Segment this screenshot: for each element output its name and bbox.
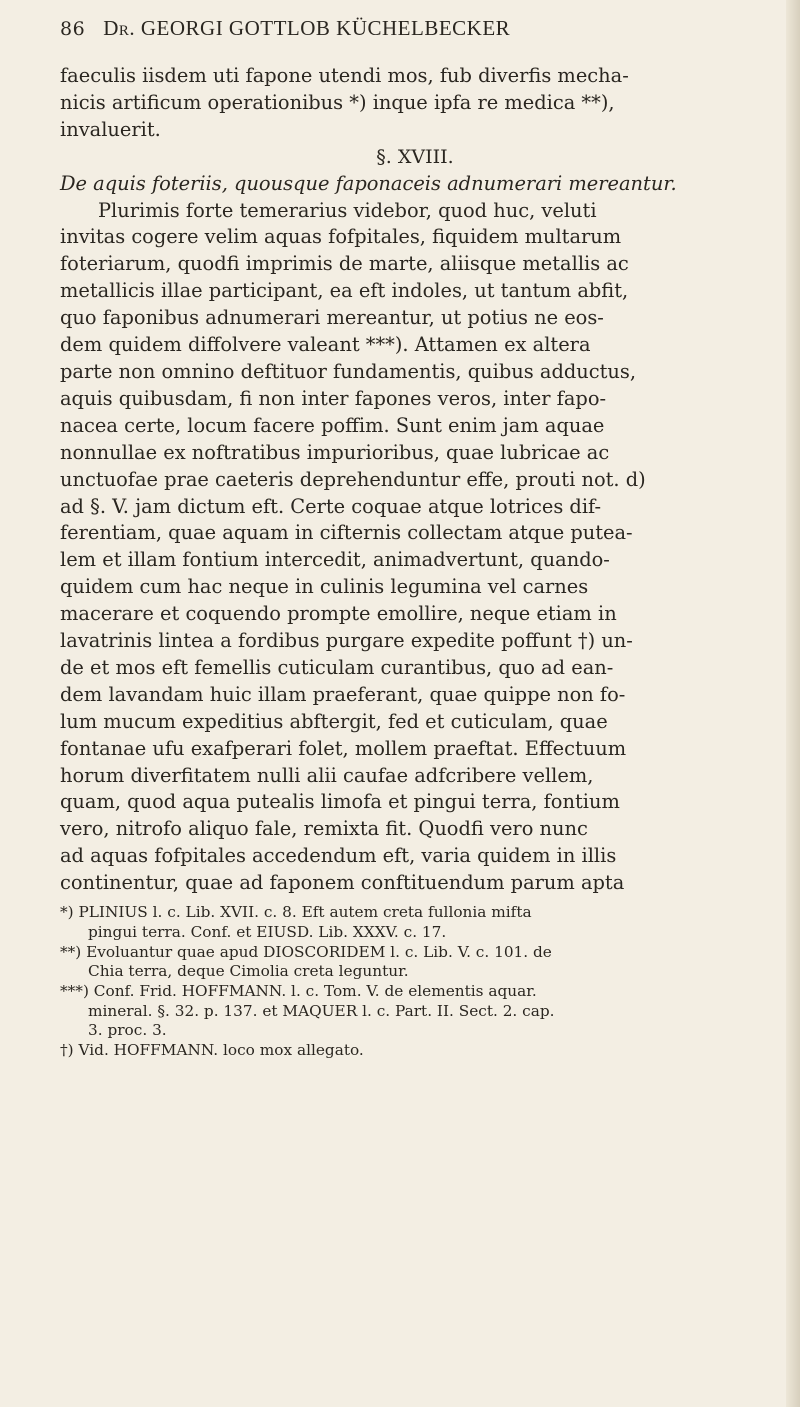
text-line: nonnullae ex noftratibus impurioribus, quae lubricae ac <box>60 440 610 464</box>
main-text <box>60 63 770 897</box>
text-line: metallicis illae participant, ea eft indoles, ut tantum abfit, <box>60 279 629 303</box>
text-line: unctuofae prae caeteris deprehenduntur effe, prouti not. d) <box>60 467 646 491</box>
text-line: fontanae ufu exafperari folet, mollem praeftat. Effectuum <box>60 736 627 760</box>
text-line: de et mos eft femellis cuticulam curantibus, quo ad ean- <box>60 655 614 679</box>
text-line: continentur, quae ad faponem conftituendum parum apta <box>60 871 625 895</box>
text-line: parte non omnino deftituor fundamentis, quibus adductus, <box>60 359 637 383</box>
text-line: dem quidem diffolvere valeant ***). Attamen ex altera <box>60 333 591 357</box>
text-line: ferentiam, quae aquam in cifternis collectam atque putea- <box>60 521 633 545</box>
text-line: foteriarum, quodfi imprimis de marte, aliisque metallis ac <box>60 252 629 276</box>
text-line: ad aquas fofpitales accedendum eft, varia quidem in illis <box>60 844 617 868</box>
page-edge <box>786 0 800 1407</box>
text-line: lem et illam fontium intercedit, animadvertunt, quando- <box>60 548 610 572</box>
page-number: 86 <box>60 18 86 40</box>
footnote-line: mineral. §. 32. p. 137. et MAQUER l. c. Part. II. Sect. 2. cap. <box>88 1001 555 1020</box>
section-title: De aquis foteriis, quousque faponaceis adnumerari mereantur. <box>60 171 677 195</box>
footnote-line: †) Vid. HOFFMANN. loco mox allegato. <box>60 1041 364 1060</box>
footnote-line: pingui terra. Conf. et EIUSD. Lib. XXXV. c. 17. <box>88 922 447 941</box>
running-header <box>60 16 770 41</box>
section-number: §. XVIII. <box>376 145 454 168</box>
text-line: vero, nitrofo aliquo fale, remixta fit. Quodfi vero nunc <box>60 817 588 841</box>
text-line: invaluerit. <box>60 117 161 141</box>
text-line: horum diverfitatem nulli alii caufae adfcribere vellem, <box>60 763 594 787</box>
text-line: quam, quod aqua putealis limofa et pingui terra, fontium <box>60 790 620 814</box>
text-line: nicis artificum operationibus *) inque ipfa re medica **), <box>60 90 615 114</box>
footnote-line: Chia terra, deque Cimolia creta leguntur. <box>88 962 409 981</box>
text-line: ad §. V. jam dictum eft. Certe coquae atque lotrices dif- <box>60 494 602 518</box>
footnotes <box>60 903 770 1061</box>
running-title: Dr. GEORGI GOTTLOB KÜCHELBECKER <box>103 16 511 40</box>
footnote-line: 3. proc. 3. <box>88 1021 167 1040</box>
text-line: Plurimis forte temerarius videbor, quod huc, veluti <box>98 198 597 222</box>
text-line: nacea certe, locum facere poffim. Sunt enim jam aquae <box>60 413 605 437</box>
text-line: macerare et coquendo prompte emollire, neque etiam in <box>60 602 617 626</box>
text-line: quo faponibus adnumerari mereantur, ut potius ne eos- <box>60 306 604 330</box>
footnote-line: ***) Conf. Frid. HOFFMANN. l. c. Tom. V. de elementis aquar. <box>60 981 537 1000</box>
text-line: invitas cogere velim aquas fofpitales, fiquidem multarum <box>60 225 622 249</box>
text-line: lavatrinis lintea a fordibus purgare expedite poffunt †) un- <box>60 629 633 653</box>
text-line: faeculis iisdem uti fapone utendi mos, fub diverfis mecha- <box>60 64 629 87</box>
text-line: dem lavandam huic illam praeferant, quae quippe non fo- <box>60 682 626 706</box>
text-line: aquis quibusdam, fi non inter fapones veros, inter fapo- <box>60 386 607 410</box>
text-line: lum mucum expeditius abftergit, fed et cuticulam, quae <box>60 709 608 733</box>
footnote-line: **) Evoluantur quae apud DIOSCORIDEM l. c. Lib. V. c. 101. de <box>60 942 552 961</box>
text-line: quidem cum hac neque in culinis legumina vel carnes <box>60 575 589 599</box>
footnote-line: *) PLINIUS l. c. Lib. XVII. c. 8. Eft autem creta fullonia mifta <box>60 903 532 922</box>
